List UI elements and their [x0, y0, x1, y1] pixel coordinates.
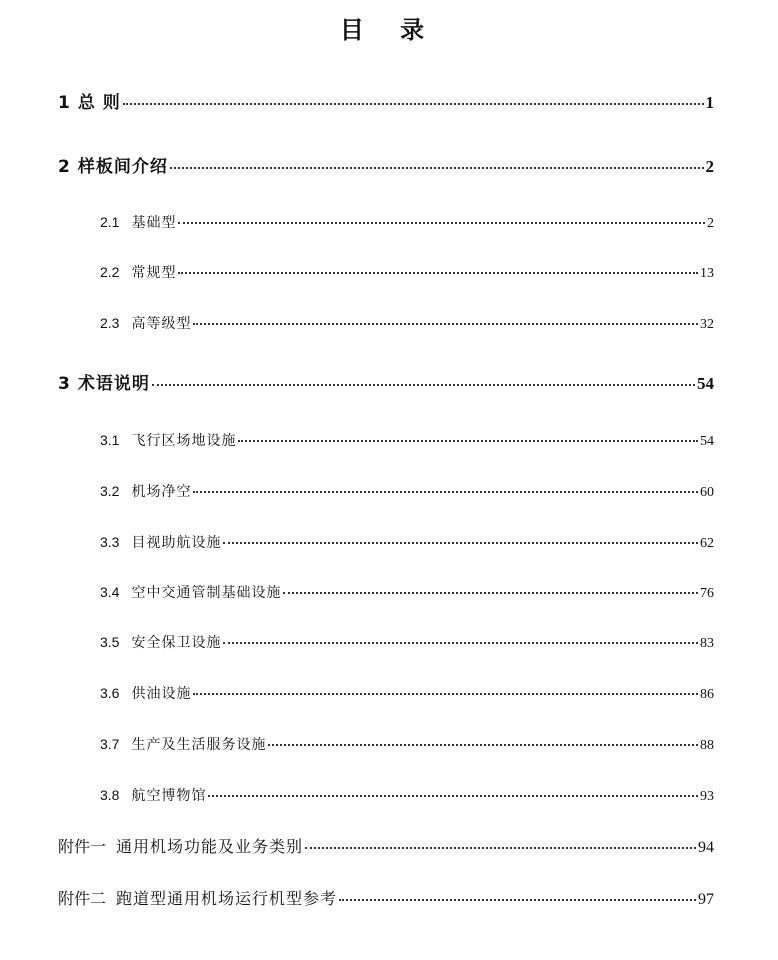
toc-entry-number: 2.1 [100, 214, 120, 230]
dot-leader [178, 272, 698, 274]
dot-leader [193, 693, 698, 695]
toc-entry-number: 2.3 [100, 315, 120, 331]
dot-leader [193, 491, 698, 493]
toc-entry-number: 3.3 [100, 534, 120, 550]
toc-entry-section-2-2[interactable] [100, 262, 714, 282]
toc-entry-section-3-2[interactable] [100, 481, 714, 501]
toc-entry-label: 术语说明 [77, 374, 150, 394]
toc-entry-number: 3.1 [100, 432, 120, 448]
toc-entry-section-3-3[interactable] [100, 532, 714, 552]
toc-entry-number: 附件一 [58, 837, 107, 856]
toc-entry-appendix-1[interactable] [58, 834, 714, 857]
toc-entry-label: 航空博物馆 [131, 788, 207, 804]
dot-leader [283, 592, 698, 594]
dot-leader [238, 440, 698, 442]
dot-leader [178, 222, 705, 224]
toc-entry-number: 1 [58, 93, 70, 113]
toc-entry-page: 83 [700, 636, 714, 651]
toc-entry-number: 附件二 [58, 889, 107, 908]
toc-entry-page: 13 [700, 266, 714, 281]
toc-entry-page: 2 [705, 157, 714, 176]
dot-leader [170, 167, 704, 169]
dot-leader [123, 103, 704, 105]
toc-entry-page: 62 [700, 536, 714, 551]
toc-entry-label: 空中交通管制基础设施 [131, 585, 282, 601]
toc-entry-label: 飞行区场地设施 [131, 433, 237, 449]
toc-entry-number: 2.2 [100, 264, 120, 280]
toc-entry-number: 3.5 [100, 634, 120, 650]
toc-entry-chapter-1[interactable] [58, 88, 714, 113]
dot-leader [268, 744, 698, 746]
toc-entry-section-3-8[interactable] [100, 785, 714, 805]
toc-entry-label: 常规型 [131, 265, 177, 281]
toc-entry-page: 32 [700, 317, 714, 332]
toc-entry-number: 3.7 [100, 736, 120, 752]
dot-leader [193, 323, 698, 325]
dot-leader [223, 642, 698, 644]
dot-leader [152, 384, 695, 386]
toc-entry-number: 3.8 [100, 787, 120, 803]
toc-entry-number: 3.2 [100, 483, 120, 499]
toc-entry-section-3-7[interactable] [100, 734, 714, 754]
toc-entry-label: 安全保卫设施 [131, 635, 222, 651]
toc-entry-label: 供油设施 [131, 686, 192, 702]
toc-entry-section-3-6[interactable] [100, 683, 714, 703]
toc-entry-chapter-3[interactable] [58, 369, 714, 394]
toc-entry-page: 54 [697, 374, 714, 393]
toc-entry-page: 86 [700, 687, 714, 702]
dot-leader [223, 542, 698, 544]
toc-entry-number: 3.4 [100, 584, 120, 600]
toc-entry-label: 高等级型 [131, 316, 192, 332]
toc-entry-section-2-3[interactable] [100, 313, 714, 333]
dot-leader [208, 795, 698, 797]
toc-entry-label: 机场净空 [131, 484, 192, 500]
toc-entry-label: 通用机场功能及业务类别 [116, 837, 304, 856]
toc-entry-label: 样板间介绍 [77, 157, 168, 177]
toc-entry-label: 总 则 [77, 93, 121, 113]
toc-entry-label: 目视助航设施 [131, 535, 222, 551]
toc-entry-label: 生产及生活服务设施 [131, 737, 267, 753]
toc-entry-number: 2 [58, 157, 70, 177]
toc-entry-page: 1 [705, 93, 714, 112]
toc-entry-page: 76 [700, 586, 714, 601]
page-title: 目 录 [339, 16, 439, 44]
toc-entry-page: 97 [698, 891, 714, 908]
toc-entry-page: 60 [700, 485, 714, 500]
toc-entry-section-3-4[interactable] [100, 582, 714, 602]
toc-entry-section-3-5[interactable] [100, 632, 714, 652]
toc-entry-number: 3.6 [100, 685, 120, 701]
dot-leader [305, 847, 696, 849]
toc-entry-page: 54 [700, 434, 714, 449]
toc-entry-label: 基础型 [131, 215, 177, 231]
toc-entry-page: 94 [698, 839, 714, 856]
toc-entry-appendix-2[interactable] [58, 886, 714, 909]
toc-entry-chapter-2[interactable] [58, 152, 714, 177]
toc-entry-label: 跑道型通用机场运行机型参考 [116, 889, 338, 908]
toc-entry-number: 3 [58, 374, 70, 394]
toc-entry-page: 88 [700, 738, 714, 753]
toc-entry-section-3-1[interactable] [100, 430, 714, 450]
toc-entry-section-2-1[interactable] [100, 212, 714, 232]
toc-entry-page: 2 [707, 216, 714, 231]
toc-entry-page: 93 [700, 789, 714, 804]
dot-leader [339, 899, 696, 901]
